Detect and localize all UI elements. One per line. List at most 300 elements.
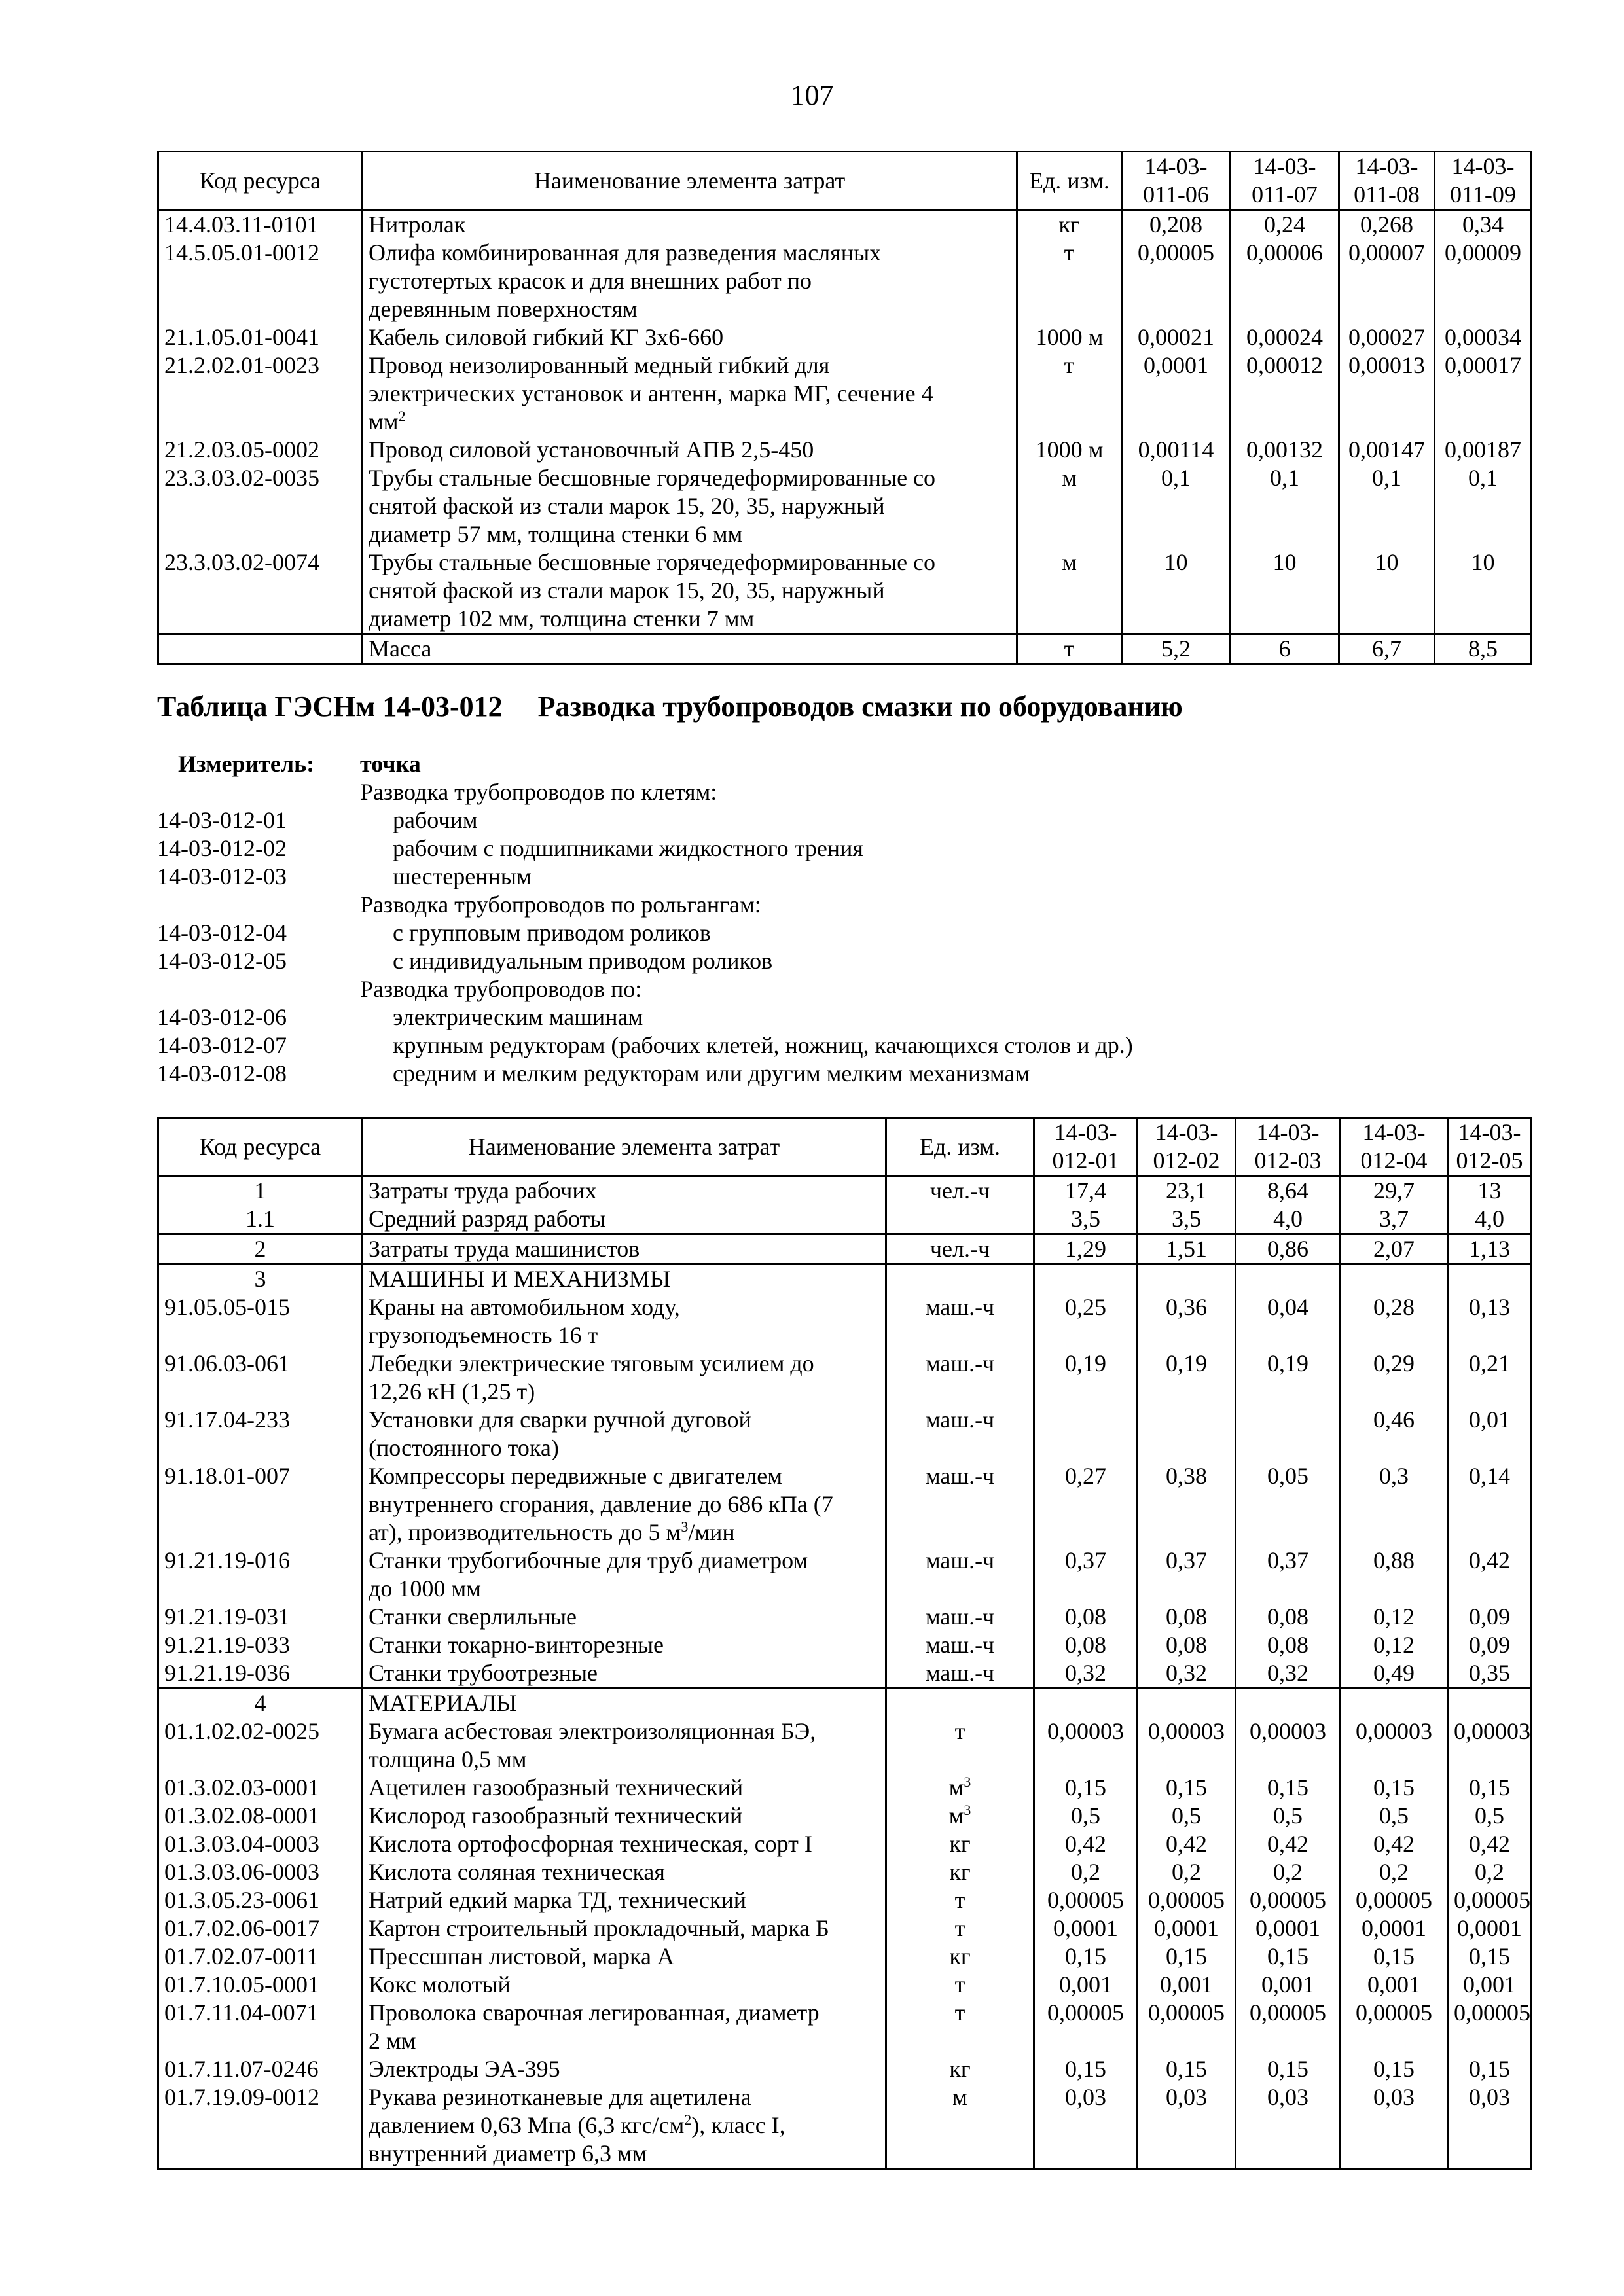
cell-unit: т xyxy=(1017,239,1122,323)
cell-unit: т xyxy=(886,1886,1034,1914)
cell-code: 14.4.03.11-0101 xyxy=(158,210,363,240)
cell-value: 8,64 xyxy=(1236,1176,1341,1206)
cell-value: 0,0001 xyxy=(1034,1914,1138,1943)
table-row xyxy=(158,1265,1532,1294)
meter-code: 14-03-012-01 xyxy=(157,807,287,833)
cell-value: 0,00005 xyxy=(1341,1886,1448,1914)
cell-value: 3,5 xyxy=(1138,1205,1236,1234)
table-row xyxy=(158,239,1532,323)
cell-unit: маш.-ч xyxy=(886,1547,1034,1603)
cell-code: 91.21.19-036 xyxy=(158,1659,363,1689)
table-row xyxy=(158,436,1532,464)
cell-value: 0,00006 xyxy=(1231,239,1339,323)
table-row xyxy=(158,1631,1532,1659)
superscript: 3 xyxy=(681,1518,689,1535)
header-col: 14-03- 012-04 xyxy=(1341,1118,1448,1176)
cell-unit: маш.-ч xyxy=(886,1462,1034,1547)
cell-value: 0,12 xyxy=(1341,1631,1448,1659)
cell-value: 10 xyxy=(1122,548,1231,634)
cell-value: 0,37 xyxy=(1138,1547,1236,1603)
cell-name: Ацетилен газообразный технический xyxy=(363,1774,886,1802)
cell-value: 0,42 xyxy=(1448,1830,1532,1858)
cell-value: 0,19 xyxy=(1034,1350,1138,1406)
cell-code: 14.5.05.01-0012 xyxy=(158,239,363,323)
cell-value: 0,15 xyxy=(1236,1943,1341,1971)
cell-value: 0,2 xyxy=(1034,1858,1138,1886)
cell-value: 1,13 xyxy=(1448,1234,1532,1265)
cell-unit: кг xyxy=(1017,210,1122,240)
cell-value: 0,00009 xyxy=(1435,239,1532,323)
cell-name: Кабель силовой гибкий КГ 3х6-660 xyxy=(363,323,1017,351)
cell-unit: кг xyxy=(886,1943,1034,1971)
cell-value: 2,07 xyxy=(1341,1234,1448,1265)
cell-name: Установки для сварки ручной дуговой (постоянного тока) xyxy=(363,1406,886,1462)
superscript: 3 xyxy=(964,1774,971,1790)
cell-value: 0,34 xyxy=(1435,210,1532,240)
cell-value: 8,5 xyxy=(1435,634,1532,664)
cell-code: 01.7.02.06-0017 xyxy=(158,1914,363,1943)
cell-value xyxy=(1448,1265,1532,1294)
cell-value: 6,7 xyxy=(1339,634,1435,664)
meter-item-text: крупным редукторам (рабочих клетей, ножниц, качающихся столов и др.) xyxy=(393,1032,1133,1058)
cell-code: 91.21.19-031 xyxy=(158,1603,363,1631)
cell-name: Нитролак xyxy=(363,210,1017,240)
cell-value: 0,36 xyxy=(1138,1293,1236,1350)
cell-code: 01.7.11.07-0246 xyxy=(158,2055,363,2083)
cell-name: Трубы стальные бесшовные горячедеформированные со снятой фаской из стали марок 15, 20, 35, наружный диаметр 102 мм, толщина стенки 7 мм xyxy=(363,548,1017,634)
cell-value: 4,0 xyxy=(1448,1205,1532,1234)
table-row xyxy=(158,351,1532,436)
cell-value xyxy=(1138,1265,1236,1294)
cell-name: Кислота соляная техническая xyxy=(363,1858,886,1886)
cell-value xyxy=(1236,1406,1341,1462)
cell-value xyxy=(1034,1406,1138,1462)
table-header-row xyxy=(158,1118,1532,1176)
cell-value: 0,208 xyxy=(1122,210,1231,240)
cell-value: 0,42 xyxy=(1341,1830,1448,1858)
cell-value xyxy=(1034,1265,1138,1294)
cell-value: 0,03 xyxy=(1448,2083,1532,2169)
cell-unit: т xyxy=(1017,634,1122,664)
table-row xyxy=(158,1689,1532,1718)
cell-value: 0,08 xyxy=(1236,1603,1341,1631)
cell-code: 91.21.19-016 xyxy=(158,1547,363,1603)
cell-value: 0,08 xyxy=(1138,1603,1236,1631)
cell-name: Провод неизолированный медный гибкий для электрических установок и антенн, марка МГ, сечение 4 $мм^2$ xyxy=(363,351,1017,436)
resource-table-011 xyxy=(157,151,1532,665)
table-row xyxy=(158,1774,1532,1802)
header-col: 14-03- 011-08 xyxy=(1339,152,1435,210)
cell-value: 0,32 xyxy=(1138,1659,1236,1689)
cell-unit: м xyxy=(1017,548,1122,634)
cell-value: 0,00021 xyxy=(1122,323,1231,351)
cell-value: 0,15 xyxy=(1138,1774,1236,1802)
header-unit: Ед. изм. xyxy=(886,1118,1034,1176)
header-code: Код ресурса xyxy=(158,1118,363,1176)
cell-unit: $м^3$ xyxy=(886,1802,1034,1830)
cell-code: 2 xyxy=(158,1234,363,1265)
table-row xyxy=(158,548,1532,634)
cell-code: 01.7.19.09-0012 xyxy=(158,2083,363,2169)
cell-value: 0,5 xyxy=(1341,1802,1448,1830)
cell-code: 1 xyxy=(158,1176,363,1206)
table-row xyxy=(158,1914,1532,1943)
resource-table-012 xyxy=(157,1117,1532,2170)
cell-unit: чел.-ч xyxy=(886,1234,1034,1265)
cell-name: Кислород газообразный технический xyxy=(363,1802,886,1830)
cell-value: 0,19 xyxy=(1138,1350,1236,1406)
cell-name: Компрессоры передвижные с двигателем внутреннего сгорания, давление до 686 кПа (7 ат), производительность до 5 $м^3$/мин xyxy=(363,1462,886,1547)
cell-value: 0,5 xyxy=(1034,1802,1138,1830)
cell-unit: маш.-ч xyxy=(886,1293,1034,1350)
header-col: 14-03- 012-03 xyxy=(1236,1118,1341,1176)
cell-name: Краны на автомобильном ходу, грузоподъемность 16 т xyxy=(363,1293,886,1350)
cell-code: 21.2.03.05-0002 xyxy=(158,436,363,464)
cell-value: 0,00005 xyxy=(1122,239,1231,323)
cell-value: 0,001 xyxy=(1236,1971,1341,1999)
meter-label: Измеритель: xyxy=(178,751,315,777)
table-row xyxy=(158,1350,1532,1406)
meter-group-heading: Разводка трубопроводов по: xyxy=(360,976,642,1002)
cell-name: Проволока сварочная легированная, диаметр 2 мм xyxy=(363,1999,886,2055)
cell-code: 01.1.02.02-0025 xyxy=(158,1717,363,1774)
cell-value: 0,00005 xyxy=(1448,1999,1532,2055)
cell-value xyxy=(1341,1265,1448,1294)
cell-value: 0,00005 xyxy=(1341,1999,1448,2055)
meter-item-text: рабочим с подшипниками жидкостного трения xyxy=(393,835,863,861)
meter-item-text: с индивидуальным приводом роликов xyxy=(393,948,773,974)
cell-unit: чел.-ч xyxy=(886,1176,1034,1206)
table-row xyxy=(158,1205,1532,1234)
cell-unit: 1000 м xyxy=(1017,436,1122,464)
cell-value: 0,15 xyxy=(1448,2055,1532,2083)
cell-value: 0,00024 xyxy=(1231,323,1339,351)
cell-value: 0,0001 xyxy=(1138,1914,1236,1943)
cell-value xyxy=(1138,1406,1236,1462)
cell-value: 0,88 xyxy=(1341,1547,1448,1603)
cell-value: 0,1 xyxy=(1435,464,1532,548)
cell-value: 0,14 xyxy=(1448,1462,1532,1547)
cell-value xyxy=(1236,1689,1341,1718)
table-header-row xyxy=(158,152,1532,210)
cell-value: 0,001 xyxy=(1138,1971,1236,1999)
cell-code: 01.3.03.06-0003 xyxy=(158,1858,363,1886)
cell-value: 0,13 xyxy=(1448,1293,1532,1350)
cell-name: Средний разряд работы xyxy=(363,1205,886,1234)
table-row xyxy=(158,1659,1532,1689)
cell-unit: т xyxy=(886,1914,1034,1943)
table-row xyxy=(158,210,1532,240)
cell-name: Картон строительный прокладочный, марка Б xyxy=(363,1914,886,1943)
table-row xyxy=(158,1999,1532,2055)
table-row xyxy=(158,1603,1532,1631)
cell-value: 0,2 xyxy=(1341,1858,1448,1886)
table-row xyxy=(158,1886,1532,1914)
cell-value: 0,00187 xyxy=(1435,436,1532,464)
cell-value: 0,268 xyxy=(1339,210,1435,240)
cell-value: 3,5 xyxy=(1034,1205,1138,1234)
cell-unit: кг xyxy=(886,1830,1034,1858)
cell-code: 91.21.19-033 xyxy=(158,1631,363,1659)
cell-value: 0,00017 xyxy=(1435,351,1532,436)
cell-code: 01.3.02.08-0001 xyxy=(158,1802,363,1830)
cell-unit: маш.-ч xyxy=(886,1406,1034,1462)
table-row xyxy=(158,2083,1532,2169)
meter-item-text: шестеренным xyxy=(393,863,532,889)
cell-value: 0,00034 xyxy=(1435,323,1532,351)
cell-code: 91.17.04-233 xyxy=(158,1406,363,1462)
cell-value: 0,001 xyxy=(1448,1971,1532,1999)
cell-name: Провод силовой установочный АПВ 2,5-450 xyxy=(363,436,1017,464)
cell-code: 91.06.03-061 xyxy=(158,1350,363,1406)
superscript: 3 xyxy=(964,1802,971,1818)
cell-value: 0,00003 xyxy=(1236,1717,1341,1774)
cell-unit: т xyxy=(1017,351,1122,436)
cell-value: 0,03 xyxy=(1034,2083,1138,2169)
cell-value: 23,1 xyxy=(1138,1176,1236,1206)
cell-value: 0,0001 xyxy=(1448,1914,1532,1943)
cell-value: 0,42 xyxy=(1138,1830,1236,1858)
meter-code: 14-03-012-04 xyxy=(157,920,287,946)
cell-value: 0,5 xyxy=(1448,1802,1532,1830)
cell-code: 1.1 xyxy=(158,1205,363,1234)
cell-unit: маш.-ч xyxy=(886,1603,1034,1631)
cell-name: Станки сверлильные xyxy=(363,1603,886,1631)
cell-name: Станки токарно-винторезные xyxy=(363,1631,886,1659)
cell-value: 0,15 xyxy=(1034,1774,1138,1802)
cell-unit: маш.-ч xyxy=(886,1631,1034,1659)
cell-value: 0,00027 xyxy=(1339,323,1435,351)
cell-value: 0,1 xyxy=(1122,464,1231,548)
cell-value: 0,0001 xyxy=(1341,1914,1448,1943)
table-row xyxy=(158,1802,1532,1830)
cell-value: 0,00147 xyxy=(1339,436,1435,464)
cell-value: 0,03 xyxy=(1236,2083,1341,2169)
cell-value: 0,35 xyxy=(1448,1659,1532,1689)
cell-value: 0,5 xyxy=(1236,1802,1341,1830)
cell-value: 0,00003 xyxy=(1138,1717,1236,1774)
cell-code: 3 xyxy=(158,1265,363,1294)
header-col: 14-03- 012-02 xyxy=(1138,1118,1236,1176)
cell-unit: маш.-ч xyxy=(886,1350,1034,1406)
table-row xyxy=(158,1943,1532,1971)
table-row xyxy=(158,1234,1532,1265)
cell-code: 91.18.01-007 xyxy=(158,1462,363,1547)
cell-value: 5,2 xyxy=(1122,634,1231,664)
cell-value: 0,12 xyxy=(1341,1603,1448,1631)
cell-value: 0,2 xyxy=(1448,1858,1532,1886)
cell-code: 23.3.03.02-0035 xyxy=(158,464,363,548)
cell-name: Трубы стальные бесшовные горячедеформированные со снятой фаской из стали марок 15, 20, 35, наружный диаметр 57 мм, толщина стенки 6 мм xyxy=(363,464,1017,548)
cell-value: 0,15 xyxy=(1448,1943,1532,1971)
meter-code: 14-03-012-06 xyxy=(157,1004,287,1030)
cell-value: 0,08 xyxy=(1138,1631,1236,1659)
cell-value: 0,38 xyxy=(1138,1462,1236,1547)
cell-value: 0,15 xyxy=(1236,1774,1341,1802)
cell-name: Масса xyxy=(363,634,1017,664)
cell-value: 0,25 xyxy=(1034,1293,1138,1350)
cell-value: 0,00007 xyxy=(1339,239,1435,323)
cell-code: 01.7.10.05-0001 xyxy=(158,1971,363,1999)
cell-value: 3,7 xyxy=(1341,1205,1448,1234)
cell-value: 0,24 xyxy=(1231,210,1339,240)
header-unit: Ед. изм. xyxy=(1017,152,1122,210)
cell-value: 0,00003 xyxy=(1341,1717,1448,1774)
cell-value: 1,51 xyxy=(1138,1234,1236,1265)
cell-value: 10 xyxy=(1339,548,1435,634)
meter-item-text: электрическим машинам xyxy=(393,1004,643,1030)
cell-code: 91.05.05-015 xyxy=(158,1293,363,1350)
cell-code: 23.3.03.02-0074 xyxy=(158,548,363,634)
cell-value: 0,42 xyxy=(1034,1830,1138,1858)
table-row xyxy=(158,464,1532,548)
cell-value: 0,15 xyxy=(1138,2055,1236,2083)
header-col: 14-03- 011-06 xyxy=(1122,152,1231,210)
table-row xyxy=(158,634,1532,664)
table-title xyxy=(157,690,1183,723)
cell-value: 0,00114 xyxy=(1122,436,1231,464)
cell-value: 10 xyxy=(1435,548,1532,634)
cell-value: 0,28 xyxy=(1341,1293,1448,1350)
cell-unit: кг xyxy=(886,1858,1034,1886)
header-col: 14-03- 012-05 xyxy=(1448,1118,1532,1176)
cell-value: 0,001 xyxy=(1341,1971,1448,1999)
meter-code: 14-03-012-07 xyxy=(157,1032,287,1058)
superscript: 2 xyxy=(398,408,406,424)
cell-value: 0,00005 xyxy=(1138,1886,1236,1914)
cell-value: 6 xyxy=(1231,634,1339,664)
header-code: Код ресурса xyxy=(158,152,363,210)
table-title-code: Таблица ГЭСНм 14-03-012 xyxy=(157,691,503,723)
cell-unit: м xyxy=(1017,464,1122,548)
table-row xyxy=(158,1547,1532,1603)
cell-code: 01.7.11.04-0071 xyxy=(158,1999,363,2055)
cell-value: 0,00013 xyxy=(1339,351,1435,436)
table-row xyxy=(158,1830,1532,1858)
cell-value: 0,42 xyxy=(1236,1830,1341,1858)
cell-code: 01.3.05.23-0061 xyxy=(158,1886,363,1914)
cell-value: 0,08 xyxy=(1034,1603,1138,1631)
cell-value: 0,0001 xyxy=(1122,351,1231,436)
meter-item-text: средним и мелким редукторам или другим мелким механизмам xyxy=(393,1060,1030,1086)
cell-value: 0,2 xyxy=(1236,1858,1341,1886)
meter-item-text: с групповым приводом роликов xyxy=(393,920,711,946)
cell-value: 0,00005 xyxy=(1034,1886,1138,1914)
meter-code: 14-03-012-02 xyxy=(157,835,287,861)
cell-unit: $м^3$ xyxy=(886,1774,1034,1802)
cell-value: 0,00005 xyxy=(1448,1886,1532,1914)
cell-value: 0,15 xyxy=(1236,2055,1341,2083)
cell-value: 0,2 xyxy=(1138,1858,1236,1886)
cell-value: 0,15 xyxy=(1341,1774,1448,1802)
cell-unit: кг xyxy=(886,2055,1034,2083)
cell-code: 4 xyxy=(158,1689,363,1718)
cell-value: 0,00005 xyxy=(1138,1999,1236,2055)
header-name: Наименование элемента затрат xyxy=(363,152,1017,210)
cell-value: 0,15 xyxy=(1341,2055,1448,2083)
cell-value: 0,15 xyxy=(1341,1943,1448,1971)
cell-value: 13 xyxy=(1448,1176,1532,1206)
meter-code: 14-03-012-03 xyxy=(157,863,287,889)
superscript: 2 xyxy=(684,2111,692,2128)
cell-unit: т xyxy=(886,1999,1034,2055)
page-number: 107 xyxy=(790,79,834,111)
table-row xyxy=(158,2055,1532,2083)
cell-unit xyxy=(886,1689,1034,1718)
cell-value: 0,15 xyxy=(1034,1943,1138,1971)
cell-value: 0,1 xyxy=(1339,464,1435,548)
cell-value: 0,1 xyxy=(1231,464,1339,548)
cell-value: 0,08 xyxy=(1236,1631,1341,1659)
cell-name: МАШИНЫ И МЕХАНИЗМЫ xyxy=(363,1265,886,1294)
cell-value: 0,49 xyxy=(1341,1659,1448,1689)
cell-name: Кислота ортофосфорная техническая, сорт I xyxy=(363,1830,886,1858)
cell-code: 01.3.02.03-0001 xyxy=(158,1774,363,1802)
table-row xyxy=(158,1858,1532,1886)
cell-value: 0,00003 xyxy=(1034,1717,1138,1774)
cell-value: 0,19 xyxy=(1236,1350,1341,1406)
cell-value: 0,04 xyxy=(1236,1293,1341,1350)
cell-unit: т xyxy=(886,1971,1034,1999)
cell-value: 0,0001 xyxy=(1236,1914,1341,1943)
cell-value: 0,08 xyxy=(1034,1631,1138,1659)
header-col: 14-03- 011-07 xyxy=(1231,152,1339,210)
table-row xyxy=(158,1406,1532,1462)
cell-value: 10 xyxy=(1231,548,1339,634)
cell-name: Станки трубоотрезные xyxy=(363,1659,886,1689)
cell-value: 0,15 xyxy=(1448,1774,1532,1802)
cell-value: 0,03 xyxy=(1138,2083,1236,2169)
cell-name: Рукава резинотканевые для ацетилена давлением 0,63 Мпа (6,3 кгс/$см^2$), класс I, внутренний диаметр 6,3 мм xyxy=(363,2083,886,2169)
cell-name: Станки трубогибочные для труб диаметром до 1000 мм xyxy=(363,1547,886,1603)
cell-value: 0,5 xyxy=(1138,1802,1236,1830)
cell-value: 0,09 xyxy=(1448,1631,1532,1659)
cell-value: 0,86 xyxy=(1236,1234,1341,1265)
meter-item-text: рабочим xyxy=(393,807,478,833)
table-row xyxy=(158,323,1532,351)
cell-value xyxy=(1236,1265,1341,1294)
cell-unit xyxy=(886,1205,1034,1234)
table-row xyxy=(158,1176,1532,1206)
cell-unit xyxy=(886,1265,1034,1294)
table-row xyxy=(158,1293,1532,1350)
cell-value xyxy=(1138,1689,1236,1718)
table-title-name: Разводка трубопроводов смазки по оборудованию xyxy=(537,691,1183,723)
cell-value: 0,00132 xyxy=(1231,436,1339,464)
cell-value: 0,00005 xyxy=(1236,1886,1341,1914)
cell-value: 0,3 xyxy=(1341,1462,1448,1547)
cell-value: 4,0 xyxy=(1236,1205,1341,1234)
header-name: Наименование элемента затрат xyxy=(363,1118,886,1176)
cell-unit: 1000 м xyxy=(1017,323,1122,351)
cell-value: 0,32 xyxy=(1236,1659,1341,1689)
cell-name: Прессшпан листовой, марка А xyxy=(363,1943,886,1971)
cell-value: 0,42 xyxy=(1448,1547,1532,1603)
cell-value: 0,29 xyxy=(1341,1350,1448,1406)
cell-unit: маш.-ч xyxy=(886,1659,1034,1689)
cell-name: Олифа комбинированная для разведения масляных густотертых красок и для внешних работ по деревянным поверхностям xyxy=(363,239,1017,323)
cell-code: 21.1.05.01-0041 xyxy=(158,323,363,351)
cell-value: 0,15 xyxy=(1138,1943,1236,1971)
cell-value: 0,03 xyxy=(1341,2083,1448,2169)
cell-value: 0,32 xyxy=(1034,1659,1138,1689)
cell-value: 0,09 xyxy=(1448,1603,1532,1631)
meter-value: точка xyxy=(360,751,421,777)
cell-value: 0,21 xyxy=(1448,1350,1532,1406)
cell-value: 0,27 xyxy=(1034,1462,1138,1547)
cell-value: 17,4 xyxy=(1034,1176,1138,1206)
cell-name: Затраты труда машинистов xyxy=(363,1234,886,1265)
